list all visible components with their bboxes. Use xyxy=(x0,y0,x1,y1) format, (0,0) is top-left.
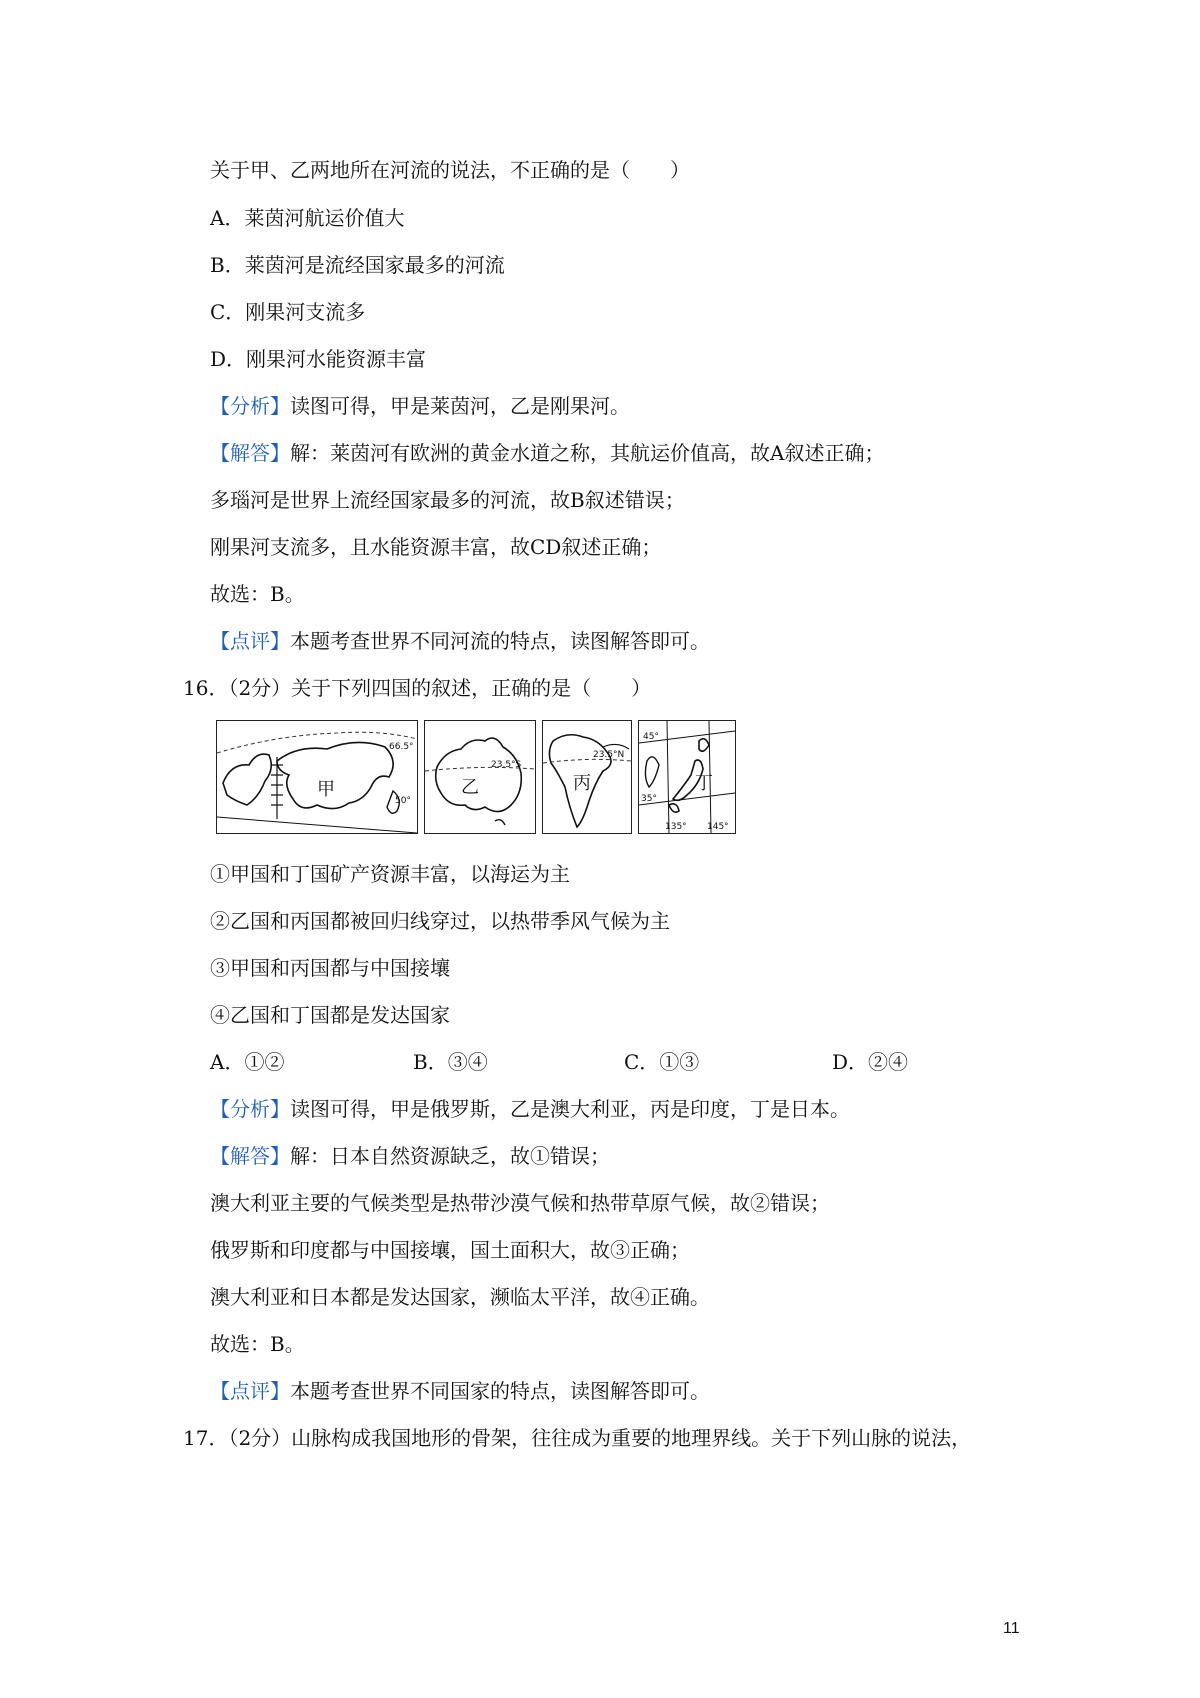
q15-answer xyxy=(210,441,884,465)
q15-comment xyxy=(210,629,710,653)
map-jia-figure xyxy=(217,721,417,833)
comment-text: 本题考查世界不同河流的特点，读图解答即可。 xyxy=(290,629,710,653)
map-ding xyxy=(638,720,736,834)
answer-line: 多瑙河是世界上流经国家最多的河流，故B叙述错误； xyxy=(210,488,685,512)
country-label: 乙 xyxy=(461,777,479,798)
answer-line: 刚果河支流多，且水能资源丰富，故CD叙述正确； xyxy=(210,535,662,559)
map-bing xyxy=(542,720,632,834)
comment-tag: 【点评】 xyxy=(210,1379,290,1403)
analysis-tag: 【分析】 xyxy=(210,394,290,418)
map-label: 50° xyxy=(395,796,411,806)
q15-option-a: A．莱茵河航运价值大 xyxy=(210,206,405,230)
q15-option-c: C．刚果河支流多 xyxy=(210,300,366,324)
answer-tag: 【解答】 xyxy=(210,1144,290,1168)
map-jia xyxy=(216,720,418,834)
map-label: 35° xyxy=(641,794,657,804)
choice-b: B．③④ xyxy=(413,1050,488,1074)
comment-text: 本题考查世界不同国家的特点，读图解答即可。 xyxy=(290,1379,710,1403)
q16-analysis xyxy=(210,1097,850,1121)
analysis-text: 读图可得，甲是俄罗斯，乙是澳大利亚，丙是印度，丁是日本。 xyxy=(290,1097,850,1121)
answer-line: 解：莱茵河有欧洲的黄金水道之称，其航运价值高，故A叙述正确； xyxy=(290,441,885,465)
q16-statement-3: ③甲国和丙国都与中国接壤 xyxy=(210,956,450,980)
q16-statement-2: ②乙国和丙国都被回归线穿过，以热带季风气候为主 xyxy=(210,909,670,933)
map-yi-figure xyxy=(425,721,535,833)
answer-line: 俄罗斯和印度都与中国接壤，国土面积大，故③正确； xyxy=(210,1238,690,1262)
answer-line: 故选：B。 xyxy=(210,582,305,606)
map-label: 23.5°N xyxy=(593,750,625,760)
answer-line: 澳大利亚主要的气候类型是热带沙漠气候和热带草原气候，故②错误； xyxy=(210,1191,830,1215)
choice-a: A．①② xyxy=(210,1050,285,1074)
map-yi xyxy=(424,720,536,834)
choice-d: D．②④ xyxy=(832,1050,909,1074)
map-label: 145° xyxy=(707,822,729,832)
comment-tag: 【点评】 xyxy=(210,629,290,653)
page-number: 11 xyxy=(1003,1620,1020,1637)
map-bing-figure xyxy=(543,721,631,833)
q15-analysis xyxy=(210,394,630,418)
q16-stem: 16．（2分）关于下列四国的叙述，正确的是（ ） xyxy=(183,676,652,700)
answer-line: 解：日本自然资源缺乏，故①错误； xyxy=(290,1144,610,1168)
q15-option-d: D．刚果河水能资源丰富 xyxy=(210,347,427,371)
map-label: 66.5° xyxy=(389,742,414,752)
q16-statement-1: ①甲国和丁国矿产资源丰富，以海运为主 xyxy=(210,862,570,886)
choice-c: C．①③ xyxy=(624,1050,700,1074)
q16-comment xyxy=(210,1379,710,1403)
map-ding-figure xyxy=(639,721,735,833)
analysis-tag: 【分析】 xyxy=(210,1097,290,1121)
q17-stem: 17．（2分）山脉构成我国地形的骨架，往往成为重要的地理界线。关于下列山脉的说法， xyxy=(183,1426,972,1450)
country-label: 丙 xyxy=(573,773,591,794)
country-label: 丁 xyxy=(695,773,713,794)
map-label: 135° xyxy=(665,822,687,832)
answer-tag: 【解答】 xyxy=(210,441,290,465)
q16-answer xyxy=(210,1144,610,1168)
map-label: 23.5°S xyxy=(491,760,522,770)
map-label: 45° xyxy=(643,732,659,742)
analysis-text: 读图可得，甲是莱茵河，乙是刚果河。 xyxy=(290,394,630,418)
country-label: 甲 xyxy=(317,779,335,800)
answer-line: 澳大利亚和日本都是发达国家，濒临太平洋，故④正确。 xyxy=(210,1285,710,1309)
q16-choices xyxy=(210,1050,930,1074)
q15-option-b: B．莱茵河是流经国家最多的河流 xyxy=(210,253,505,277)
q15-stem: 关于甲、乙两地所在河流的说法，不正确的是（ ） xyxy=(210,158,690,182)
q16-maps xyxy=(216,720,772,834)
q16-statement-4: ④乙国和丁国都是发达国家 xyxy=(210,1003,450,1027)
answer-line: 故选：B。 xyxy=(210,1332,305,1356)
